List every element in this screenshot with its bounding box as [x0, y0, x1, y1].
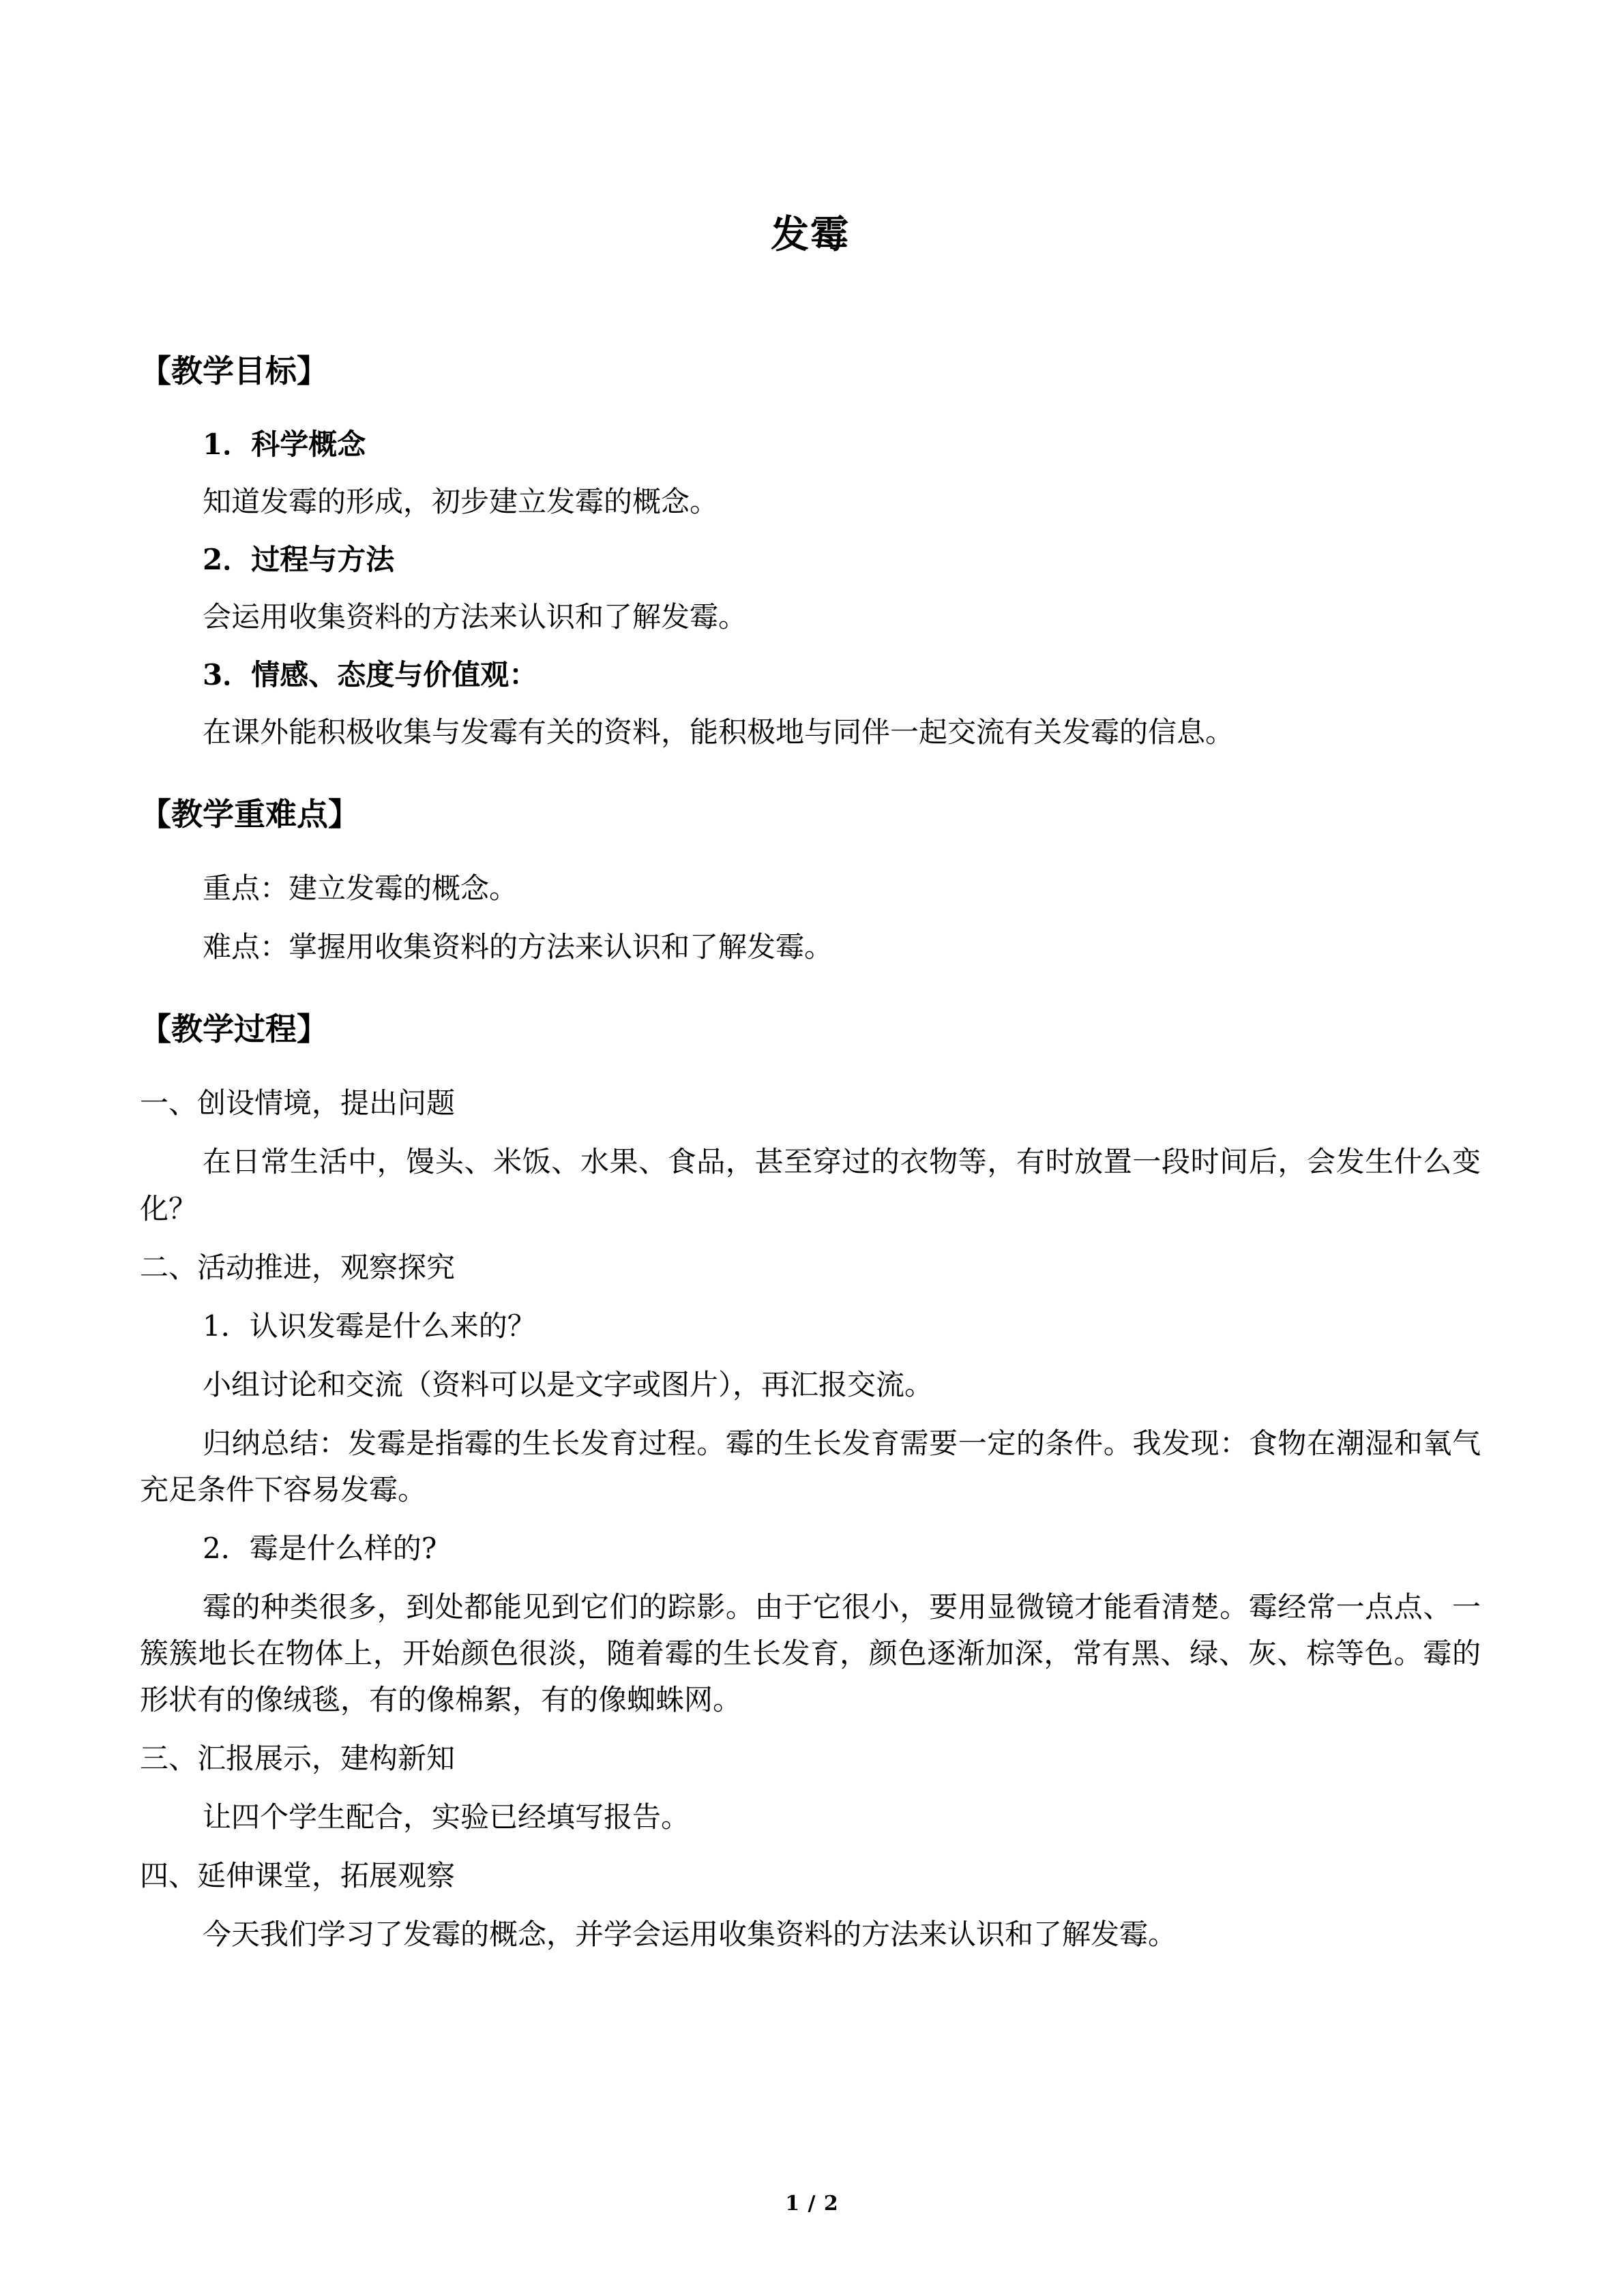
page-title: 发霉: [771, 212, 850, 257]
process-step-two-item1: 1．认识发霉是什么来的？: [203, 1309, 536, 1343]
section-heading: 【教学重难点】: [140, 796, 359, 833]
page-number-footer: 1 / 2: [785, 2192, 839, 2216]
section-heading: 【教学过程】: [140, 1011, 328, 1048]
goal-subheading-process: 2．过程与方法: [203, 543, 395, 577]
process-step-one-heading: 一、创设情境，提出问题: [140, 1086, 456, 1120]
process-step-one-body: 在日常生活中，馒头、米饭、水果、食品，甚至穿过的衣物等，有时放置一段时间后，会发生什么变化？: [140, 1145, 1481, 1225]
section-key-difficulties: [140, 791, 1481, 970]
difficult-point-text: 难点：掌握用收集资料的方法来认识和了解发霉。: [203, 930, 833, 964]
key-point-text: 重点：建立发霉的概念。: [203, 871, 518, 906]
section-teaching-process: [140, 1006, 1481, 1958]
section-heading: 【教学目标】: [140, 353, 328, 389]
process-step-two-item2: 2．霉是什么样的?: [203, 1531, 437, 1565]
goal-subheading-values: 3．情感、态度与价值观：: [203, 658, 538, 692]
process-step-three-body: 让四个学生配合，实验已经填写报告。: [203, 1800, 690, 1834]
process-step-four-body: 今天我们学习了发霉的概念，并学会运用收集资料的方法来认识和了解发霉。: [203, 1917, 1177, 1951]
process-step-two-item1-summary: 归纳总结：发霉是指霉的生长发育过程。霉的生长发育需要一定的条件。我发现：食物在潮湿和氧气充足条件下容易发霉。: [140, 1426, 1481, 1506]
process-step-two-item1-detail: 小组讨论和交流（资料可以是文字或图片），再汇报交流。: [203, 1367, 934, 1401]
section-teaching-goals: [140, 348, 1481, 756]
process-step-four-heading: 四、延伸课堂，拓展观察: [140, 1858, 456, 1892]
process-step-two-heading: 二、活动推进，观察探究: [140, 1250, 456, 1284]
process-step-three-heading: 三、汇报展示，建构新知: [140, 1741, 456, 1775]
goal-text-values: 在课外能积极收集与发霉有关的资料，能积极地与同伴一起交流有关发霉的信息。: [203, 715, 1235, 749]
goal-subheading-concept: 1．科学概念: [203, 428, 366, 461]
goal-text-concept: 知道发霉的形成，初步建立发霉的概念。: [203, 485, 719, 519]
process-step-two-item2-detail: 霉的种类很多，到处都能见到它们的踪影。由于它很小，要用显微镜才能看清楚。霉经常一点点、一簇簇地长在物体上，开始颜色很淡，随着霉的生长发育，颜色逐渐加深，常有黑、绿、灰、棕等色。霉的形状有的像绒毯，有的像棉絮，有的像蜘蛛网。: [140, 1590, 1481, 1716]
goal-text-process: 会运用收集资料的方法来认识和了解发霉。: [203, 600, 748, 634]
